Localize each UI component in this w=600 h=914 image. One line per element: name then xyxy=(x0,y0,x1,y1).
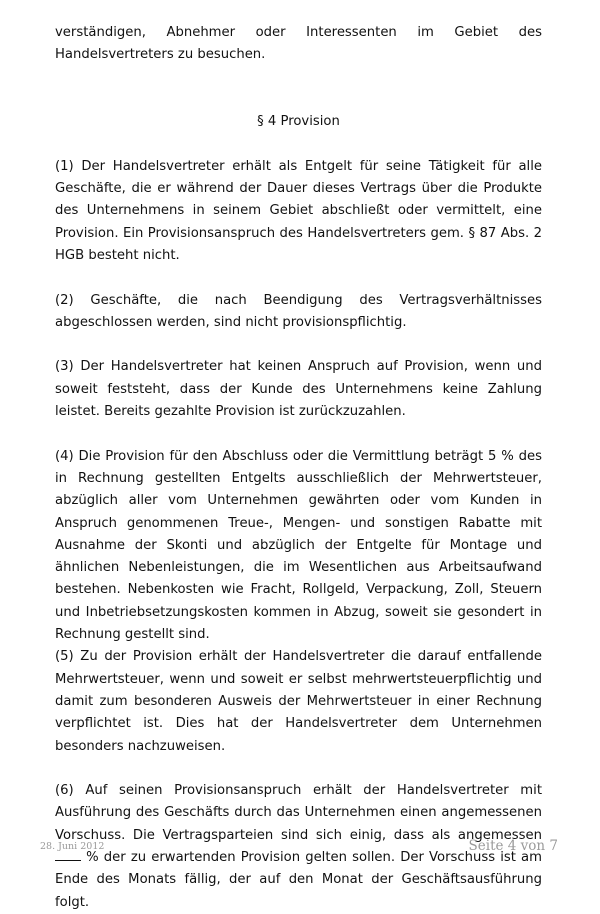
paragraph-2: (2) Geschäfte, die nach Beendigung des Vertragsverhältnisses abgeschlossen werden, sind nicht provisionspflichtig. xyxy=(55,292,542,330)
paragraph-4: (4) Die Provision für den Abschluss oder die Vermittlung beträgt 5 % des in Rechnung gestellten Entgelts ausschließlich der Mehrwertsteuer, abzüglich aller vom Unternehmen gewährten oder vom Kunden in Anspruch genommenen Treue-, Mengen- und sonstigen Rabatte mit Ausnahme der Skonti und abzüglich der Entgelte für Montage und ähnlichen Nebenleistungen, die im Wesentlichen aus Arbeitsaufwand bestehen. Nebenkosten wie Fracht, Rollgeld, Verpackung, Zoll, Steuern und Inbetriebsetzungskosten kommen in Abzug, soweit sie gesondert in Rechnung gestellt sind. xyxy=(55,448,542,643)
spacer xyxy=(55,89,542,111)
page-footer xyxy=(40,834,558,854)
section-heading: § 4 Provision xyxy=(257,114,340,130)
document-body xyxy=(55,22,542,914)
spacer xyxy=(55,67,542,89)
footer-date: 28. Juni 2012 xyxy=(40,841,105,852)
paragraph-1: (1) Der Handelsvertreter erhält als Entgelt für seine Tätigkeit für alle Geschäfte, die er während der Dauer dieses Vertrags über die Produkte des Unternehmens in seinem Gebiet abschließt oder vermittelt, eine Provision. Ein Provisionsanspruch des Handelsvertreters gem. § 87 Abs. 2 HGB besteht nicht. xyxy=(55,158,542,263)
spacer xyxy=(55,334,542,356)
paragraph-6-before: (6) Auf seinen Provisionsanspruch erhält der Handelsvertreter mit Ausführung des Geschäfts durch das Unternehmen einen angemessenen Vorschuss. Die Vertragsparteien sind sich einig, dass als angemessen xyxy=(55,783,542,843)
spacer xyxy=(55,267,542,289)
paragraph-3: (3) Der Handelsvertreter hat keinen Anspruch auf Provision, wenn und soweit feststeht, dass der Kunde des Unternehmens keine Zahlung leistet. Bereits gezahlte Provision ist zurückzuzahlen. xyxy=(55,359,542,420)
spacer xyxy=(55,423,542,445)
spacer xyxy=(55,758,542,780)
footer-page-number: Seite 4 von 7 xyxy=(468,838,558,854)
spacer xyxy=(55,133,542,155)
paragraph-5: (5) Zu der Provision erhält der Handelsvertreter die darauf entfallende Mehrwertsteuer, wenn und soweit er selbst mehrwertsteuerpflichtig und damit zum besonderen Ausweis der Mehrwertsteuer in einer Rechnung verpflichtet ist. Dies hat der Handelsvertreter dem Unternehmen besonders nachzuweisen. xyxy=(55,649,542,754)
continuation-paragraph: verständigen, Abnehmer oder Interessenten im Gebiet des Handelsvertreters zu besuchen. xyxy=(55,25,542,63)
paragraph-6-after: % der zu erwartenden Provision gelten sollen. Der Vorschuss ist am Ende des Monats fällig, der auf den Monat der Geschäftsausführung folgt. xyxy=(55,849,542,910)
